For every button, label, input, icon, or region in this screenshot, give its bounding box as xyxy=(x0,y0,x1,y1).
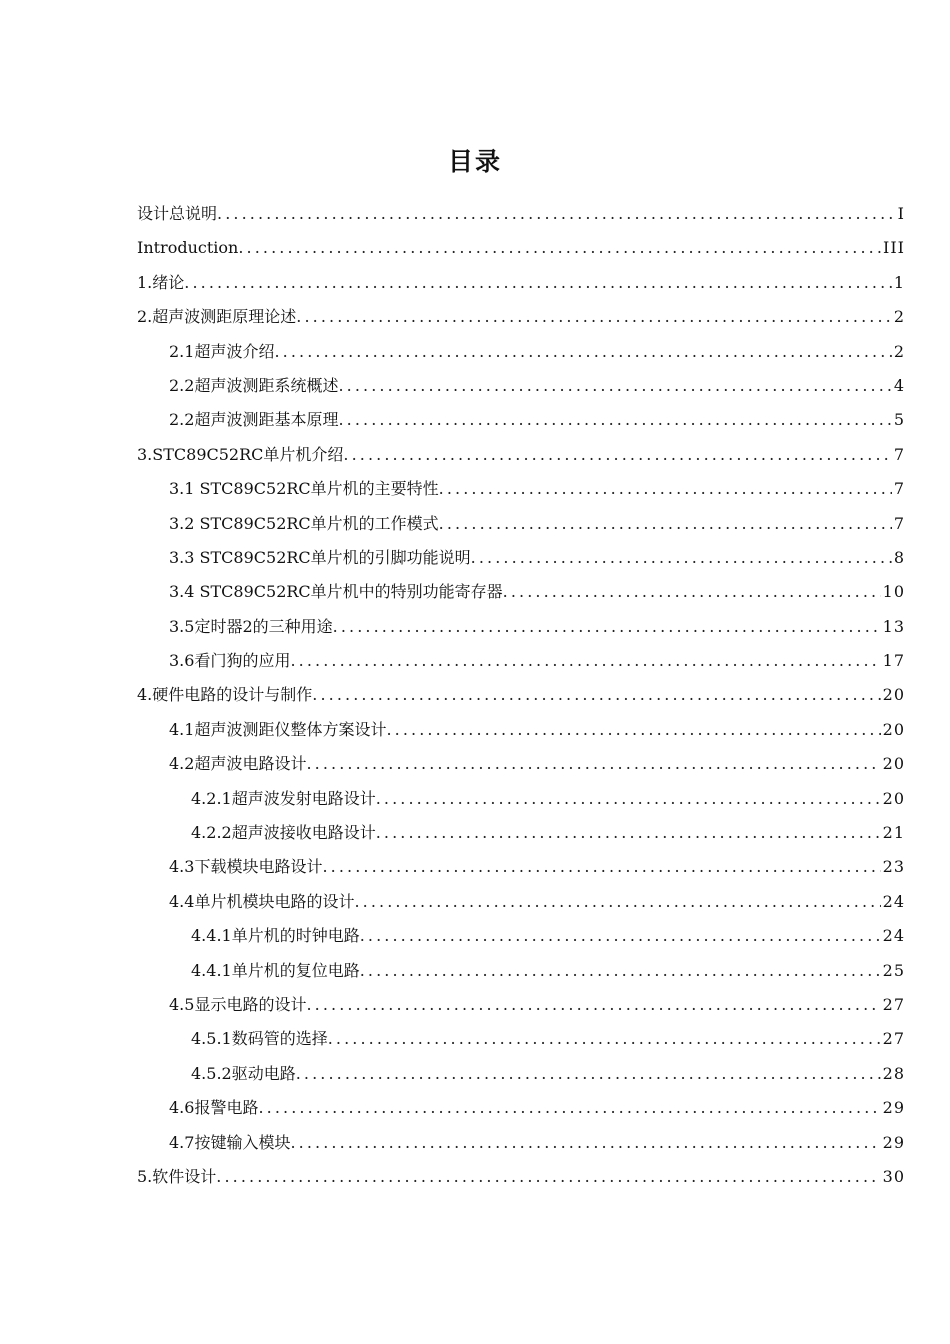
toc-dot-leader xyxy=(439,475,892,503)
toc-dot-leader xyxy=(274,338,891,366)
toc-entry-page-number: 27 xyxy=(882,1029,905,1049)
toc-dot-leader xyxy=(296,303,892,331)
toc-entry-title: 4.4.1单片机的复位电路 xyxy=(191,960,360,980)
toc-entry-title: 5.软件设计 xyxy=(137,1166,217,1186)
toc-entry-page-number: 17 xyxy=(882,651,905,671)
toc-entry[interactable] xyxy=(137,819,905,853)
toc-dot-leader xyxy=(376,819,881,847)
toc-entry[interactable] xyxy=(137,957,905,991)
toc-entry[interactable] xyxy=(137,853,905,887)
toc-entry-page-number: 21 xyxy=(882,823,905,843)
toc-dot-leader xyxy=(376,785,881,813)
toc-entry[interactable] xyxy=(137,269,905,303)
toc-dot-leader xyxy=(471,544,892,572)
toc-entry[interactable] xyxy=(137,441,905,475)
toc-dot-leader xyxy=(322,853,880,881)
toc-entry-page-number: 30 xyxy=(882,1166,905,1186)
toc-entry-title: 3.5定时器2的三种用途 xyxy=(169,616,333,636)
toc-entry-title: 1.绪论 xyxy=(137,272,185,292)
toc-entry[interactable] xyxy=(137,578,905,612)
toc-dot-leader xyxy=(184,269,892,297)
toc-entry[interactable] xyxy=(137,544,905,578)
toc-entry-page-number: 23 xyxy=(882,857,905,877)
toc-entry[interactable] xyxy=(137,716,905,750)
toc-entry-page-number: 27 xyxy=(882,994,905,1014)
toc-dot-leader xyxy=(258,1094,880,1122)
toc-dot-leader xyxy=(290,647,880,675)
toc-entry-page-number: 2 xyxy=(893,341,905,361)
toc-dot-leader xyxy=(338,372,891,400)
toc-entry[interactable] xyxy=(137,1129,905,1163)
toc-entry[interactable] xyxy=(137,888,905,922)
toc-entry[interactable] xyxy=(137,1094,905,1128)
toc-entry-page-number: 20 xyxy=(882,788,905,808)
toc-dot-leader xyxy=(306,991,880,1019)
toc-entry-page-number: 5 xyxy=(893,410,905,430)
toc-entry-page-number: 20 xyxy=(882,719,905,739)
toc-entry[interactable] xyxy=(137,234,905,268)
toc-entry-title: 2.2超声波测距系统概述 xyxy=(169,375,339,395)
toc-dot-leader xyxy=(360,957,881,985)
toc-entry-page-number: 2 xyxy=(893,307,905,327)
toc-entry-page-number: III xyxy=(883,238,905,258)
toc-entry-title: 4.5.1数码管的选择 xyxy=(191,1029,328,1049)
toc-dot-leader xyxy=(338,406,891,434)
toc-entry-page-number: 7 xyxy=(893,513,905,533)
toc-entry-title: 4.7按键输入模块 xyxy=(169,1132,291,1152)
toc-entry-title: 3.STC89C52RC单片机介绍 xyxy=(137,444,344,464)
toc-entry-page-number: 8 xyxy=(893,547,905,567)
toc-entry[interactable] xyxy=(137,1060,905,1094)
toc-entry-title: 4.3下载模块电路设计 xyxy=(169,857,323,877)
toc-entry[interactable] xyxy=(137,1025,905,1059)
toc-entry-title: Introduction xyxy=(137,238,239,258)
toc-entry[interactable] xyxy=(137,475,905,509)
toc-entry-page-number: I xyxy=(897,204,905,223)
toc-entry-page-number: 7 xyxy=(893,479,905,499)
toc-entry-title: 4.2.2超声波接收电路设计 xyxy=(191,823,376,843)
toc-entry-page-number: 24 xyxy=(882,891,905,911)
toc-entry[interactable] xyxy=(137,338,905,372)
toc-entry[interactable] xyxy=(137,681,905,715)
page-title: 目录 xyxy=(447,147,502,176)
toc-dot-leader xyxy=(216,1163,880,1191)
toc-entry-page-number: 4 xyxy=(893,375,905,395)
toc-entry-title: 4.1超声波测距仪整体方案设计 xyxy=(169,719,387,739)
toc-entry-page-number: 10 xyxy=(882,582,905,602)
toc-entry-page-number: 24 xyxy=(882,926,905,946)
toc-dot-leader xyxy=(503,578,881,606)
toc-entry-page-number: 28 xyxy=(882,1063,905,1083)
toc-entry-page-number: 25 xyxy=(882,960,905,980)
toc-entry-title: 4.硬件电路的设计与制作 xyxy=(137,685,313,705)
toc-entry[interactable] xyxy=(137,991,905,1025)
toc-entry-title: 4.4.1单片机的时钟电路 xyxy=(191,926,360,946)
toc-dot-leader xyxy=(290,1129,880,1157)
toc-entry-title: 4.2超声波电路设计 xyxy=(169,754,307,774)
toc-entry-title: 3.3 STC89C52RC单片机的引脚功能说明 xyxy=(169,547,471,567)
toc-entry-title: 4.6报警电路 xyxy=(169,1098,259,1118)
toc-entry-page-number: 20 xyxy=(882,754,905,774)
toc-dot-leader xyxy=(386,716,880,744)
toc-entry[interactable] xyxy=(137,303,905,337)
toc-dot-leader xyxy=(296,1060,881,1088)
toc-entry-title: 3.2 STC89C52RC单片机的工作模式 xyxy=(169,513,439,533)
toc-dot-leader xyxy=(217,200,896,228)
toc-entry[interactable] xyxy=(137,1163,905,1197)
toc-entry[interactable] xyxy=(137,372,905,406)
toc-dot-leader xyxy=(333,613,881,641)
toc-entry-title: 3.6看门狗的应用 xyxy=(169,651,291,671)
toc-dot-leader xyxy=(354,888,880,916)
toc-entry-page-number: 29 xyxy=(882,1132,905,1152)
toc-entry-title: 4.2.1超声波发射电路设计 xyxy=(191,788,376,808)
toc-entry[interactable] xyxy=(137,785,905,819)
toc-dot-leader xyxy=(312,681,880,709)
toc-entry-page-number: 7 xyxy=(893,444,905,464)
toc-entry-title: 3.1 STC89C52RC单片机的主要特性 xyxy=(169,479,439,499)
toc-entry-page-number: 20 xyxy=(882,685,905,705)
toc-entry-title: 3.4 STC89C52RC单片机中的特别功能寄存器 xyxy=(169,582,503,602)
toc-entry[interactable] xyxy=(137,613,905,647)
toc-entry-title: 2.超声波测距原理论述 xyxy=(137,307,297,327)
toc-entry[interactable] xyxy=(137,647,905,681)
toc-dot-leader xyxy=(343,441,891,469)
toc-entry[interactable] xyxy=(137,750,905,784)
toc-dot-leader xyxy=(238,234,881,262)
toc-dot-leader xyxy=(306,750,880,778)
toc-entry-title: 4.5.2驱动电路 xyxy=(191,1063,296,1083)
toc-dot-leader xyxy=(360,922,881,950)
toc-entry[interactable] xyxy=(137,922,905,956)
table-of-contents xyxy=(137,200,905,1197)
toc-dot-leader xyxy=(328,1025,881,1053)
toc-entry-title: 4.4单片机模块电路的设计 xyxy=(169,891,355,911)
toc-entry-title: 2.1超声波介绍 xyxy=(169,341,275,361)
toc-entry-page-number: 29 xyxy=(882,1098,905,1118)
toc-entry-page-number: 13 xyxy=(882,616,905,636)
toc-entry[interactable] xyxy=(137,406,905,440)
toc-entry-title: 2.2超声波测距基本原理 xyxy=(169,410,339,430)
toc-entry[interactable] xyxy=(137,510,905,544)
toc-entry-title: 4.5显示电路的设计 xyxy=(169,994,307,1014)
toc-entry-page-number: 1 xyxy=(893,272,905,292)
toc-entry-title: 设计总说明 xyxy=(137,204,218,223)
toc-dot-leader xyxy=(439,510,892,538)
toc-entry[interactable] xyxy=(137,200,905,234)
